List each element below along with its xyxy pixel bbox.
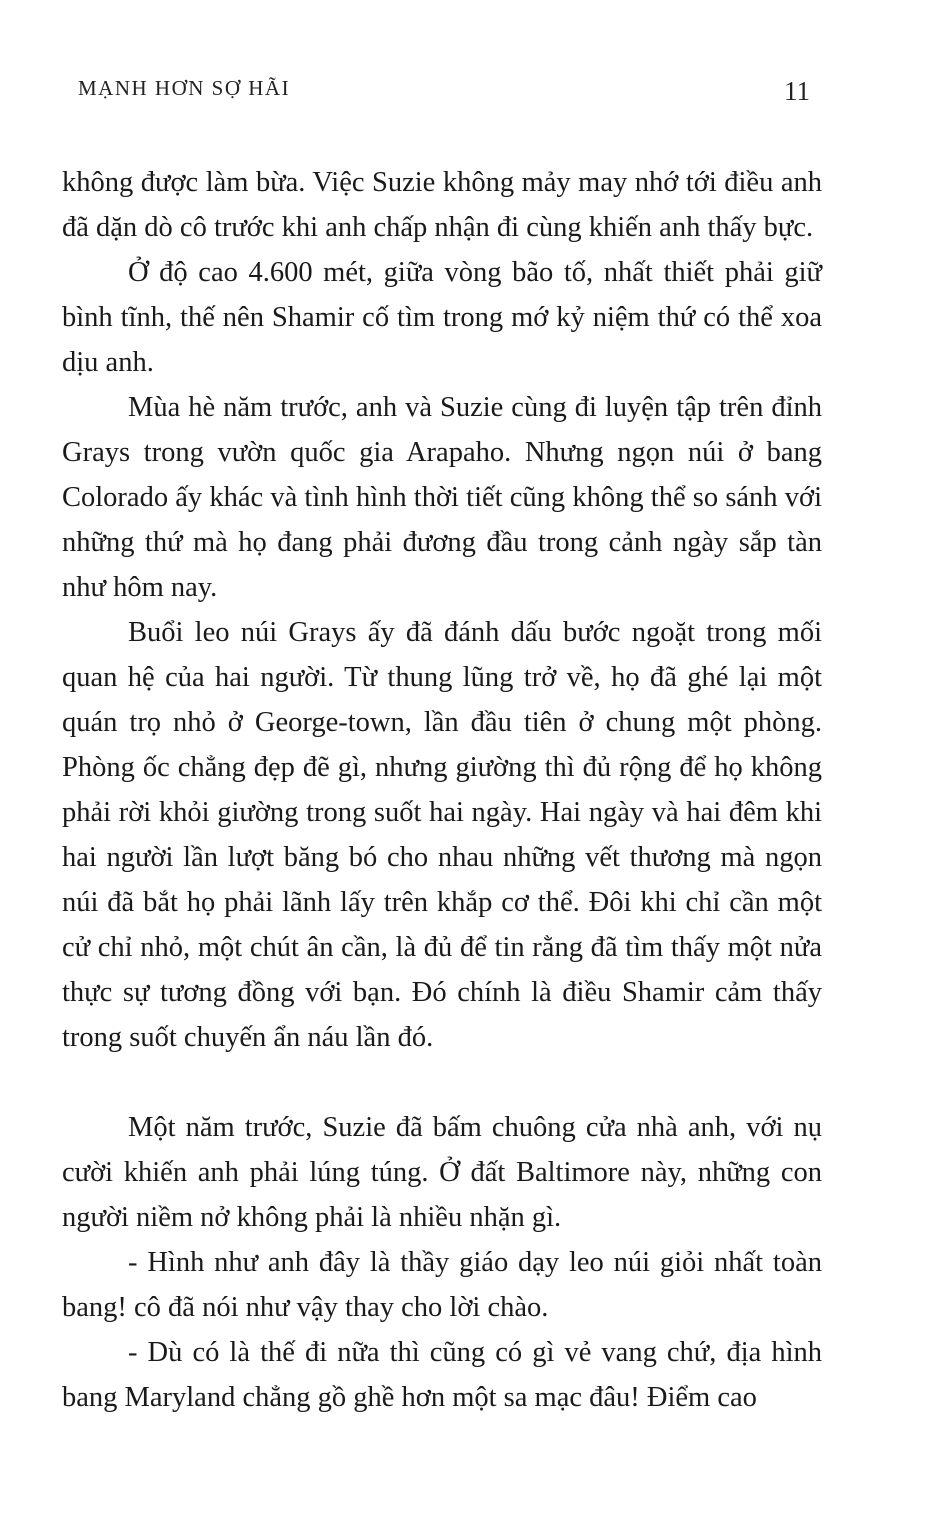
paragraph: Ở độ cao 4.600 mét, giữa vòng bão tố, nhất thiết phải giữ bình tĩnh, thế nên Shamir cố tìm trong mớ kỷ niệm thứ có thể xoa dịu anh. bbox=[62, 257, 822, 378]
paragraph: Buổi leo núi Grays ấy đã đánh dấu bước ngoặt trong mối quan hệ của hai người. Từ thung lũng trở về, họ đã ghé lại một quán trọ nhỏ ở George-town, lần đầu tiên ở chung một phòng. Phòng ốc chẳng đẹp đẽ gì, nhưng giường thì đủ rộng để họ không phải rời khỏi giường trong suốt hai ngày. Hai ngày và hai đêm khi hai người lần lượt băng bó cho nhau những vết thương mà ngọn núi đã bắt họ phải lãnh lấy trên khắp cơ thể. Đôi khi chỉ cần một cử chỉ nhỏ, một chút ân cần, là đủ để tin rằng đã tìm thấy một nửa thực sự tương đồng với bạn. Đó chính là điều Shamir cảm thấy trong suốt chuyến ẩn náu lần đó. bbox=[62, 617, 822, 1053]
body-text bbox=[62, 160, 822, 1420]
dialogue-line: - Dù có là thế đi nữa thì cũng có gì vẻ vang chứ, địa hình bang Maryland chẳng gồ ghề hơn một sa mạc đâu! Điểm cao bbox=[62, 1337, 822, 1413]
page-number: 11 bbox=[784, 76, 810, 106]
dialogue-line: - Hình như anh đây là thầy giáo dạy leo núi giỏi nhất toàn bang! cô đã nói như vậy thay cho lời chào. bbox=[62, 1247, 822, 1323]
section-break bbox=[62, 1060, 822, 1105]
paragraph: Một năm trước, Suzie đã bấm chuông cửa nhà anh, với nụ cười khiến anh phải lúng túng. Ở đất Baltimore này, những con người niềm nở không phải là nhiều nhặn gì. bbox=[62, 1112, 822, 1233]
paragraph: Mùa hè năm trước, anh và Suzie cùng đi luyện tập trên đỉnh Grays trong vườn quốc gia Arapaho. Nhưng ngọn núi ở bang Colorado ấy khác và tình hình thời tiết cũng không thể so sánh với những thứ mà họ đang phải đương đầu trong cảnh ngày sắp tàn như hôm nay. bbox=[62, 392, 822, 603]
running-header bbox=[78, 72, 818, 112]
paragraph-continued: không được làm bừa. Việc Suzie không mảy may nhớ tới điều anh đã dặn dò cô trước khi anh chấp nhận đi cùng khiến anh thấy bực. bbox=[62, 167, 822, 243]
running-title: MẠNH HƠN SỢ HÃI bbox=[78, 76, 291, 100]
